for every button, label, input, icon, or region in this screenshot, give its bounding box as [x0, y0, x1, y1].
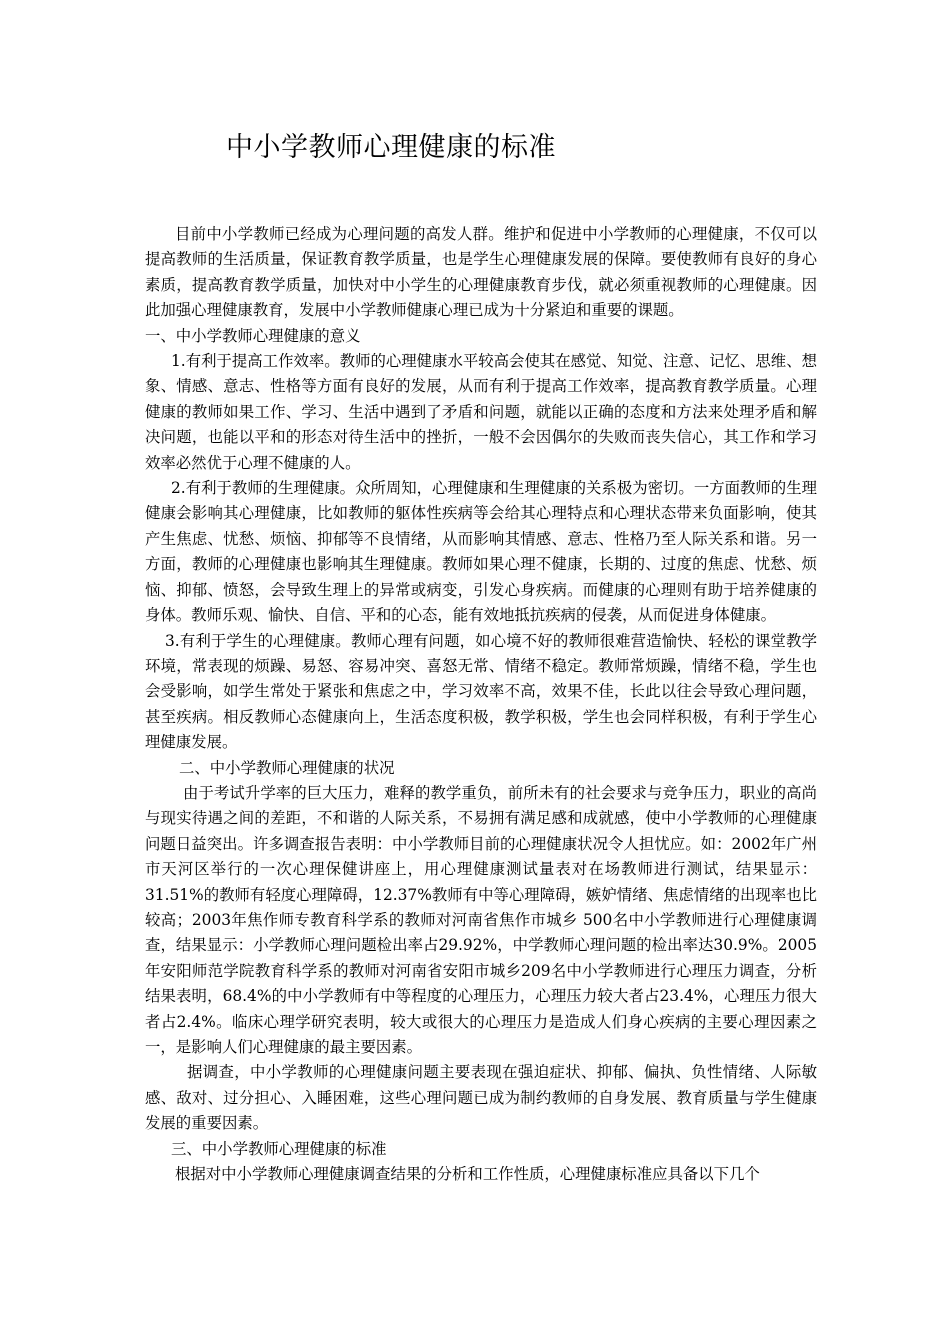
section-2-heading: 二、中小学教师心理健康的状况	[179, 758, 395, 777]
section-2-paragraph-2: 据调查，中小学教师的心理健康问题主要表现在强迫症状、抑郁、偏执、负性情绪、人际敏感、敌对、过分担心、入睡困难，这些心理问题已成为制约教师的自身发展、教育质量与学生健康发展的重要因素。	[145, 1063, 817, 1133]
section-1-item-3: 3.有利于学生的心理健康。教师心理有问题，如心境不好的教师很难营造愉快、轻松的课堂教学环境，常表现的烦躁、易怒、容易冲突、喜怒无常、情绪不稳定。教师常烦躁，情绪不稳，学生也会受影响，如学生常处于紧张和焦虑之中，学习效率不高，效果不佳，长此以往会导致心理问题，甚至疾病。相反教师心态健康向上，生活态度积极，教学积极，学生也会同样积极，有利于学生心理健康发展。	[145, 631, 817, 752]
document-title: 中小学教师心理健康的标准	[226, 132, 556, 163]
section-3-heading: 三、中小学教师心理健康的标准	[171, 1139, 387, 1158]
section-1-item-1: 1.有利于提高工作效率。教师的心理健康水平较高会使其在感觉、知觉、注意、记忆、思维、想象、情感、意志、性格等方面有良好的发展，从而有利于提高工作效率，提高教育教学质量。心理健康的教师如果工作、学习、生活中遇到了矛盾和问题，就能以正确的态度和方法来处理矛盾和解决问题，也能以平和的形态对待生活中的挫折，一般不会因偶尔的失败而丧失信心，其工作和学习效率必然优于心理不健康的人。	[145, 352, 817, 472]
section-1-item-2: 2.有利于教师的生理健康。众所周知，心理健康和生理健康的关系极为密切。一方面教师的生理健康会影响其心理健康，比如教师的躯体性疾病等会给其心理特点和心理状态带来负面影响，使其产生焦虑、忧愁、烦恼、抑郁等不良情绪，从而影响其情感、意志、性格乃至人际关系和谐。另一方面，教师的心理健康也影响其生理健康。教师如果心理不健康，长期的、过度的焦虑、忧愁、烦恼、抑郁、愤怒，会导致生理上的异常或病变，引发心身疾病。而健康的心理则有助于培养健康的身体。教师乐观、愉快、自信、平和的心态，能有效地抵抗疾病的侵袭，从而促进身体健康。	[145, 479, 817, 625]
section-3-paragraph-1: 根据对中小学教师心理健康调查结果的分析和工作性质，心理健康标准应具备以下几个	[175, 1165, 760, 1184]
document-body	[145, 222, 817, 1187]
section-2-paragraph-1: 由于考试升学率的巨大压力，难释的教学重负，前所未有的社会要求与竞争压力，职业的高尚与现实待遇之间的差距，不和谐的人际关系，不易拥有满足感和成就感，使中小学教师的心理健康问题日益突出。许多调查报告表明：中小学教师目前的心理健康状况令人担忧应。如：2002年广州市天河区举行的一次心理保健讲座上，用心理健康测试量表对在场教师进行测试，结果显示：31.51%的教师有轻度心理障碍，12.37%教师有中等心理障碍，嫉妒情绪、焦虑情绪的出现率也比较高；2003年焦作师专教育科学系的教师对河南省焦作市城乡 500名中小学教师进行心理健康调查，结果显示：小学教师心理问题检出率占29.92%，中学教师心理问题的检出率达30.9%。2005年安阳师范学院教育科学系的教师对河南省安阳市城乡209名中小学教师进行心理压力调查，分析结果表明，68.4%的中小学教师有中等程度的心理压力，心理压力较大者占23.4%，心理压力很大者占2.4%。临床心理学研究表明，较大或很大的心理压力是造成人们身心疾病的主要心理因素之一，是影响人们心理健康的最主要因素。	[145, 783, 817, 1056]
intro-paragraph: 目前中小学教师已经成为心理问题的高发人群。维护和促进中小学教师的心理健康，不仅可以提高教师的生活质量，保证教育教学质量，也是学生心理健康发展的保障。要使教师有良好的身心素质，提高教育教学质量，加快对中小学生的心理健康教育步伐，就必须重视教师的心理健康。因此加强心理健康教育，发展中小学教师健康心理已成为十分紧迫和重要的课题。	[145, 225, 817, 320]
section-1-heading: 一、中小学教师心理健康的意义	[145, 326, 361, 345]
